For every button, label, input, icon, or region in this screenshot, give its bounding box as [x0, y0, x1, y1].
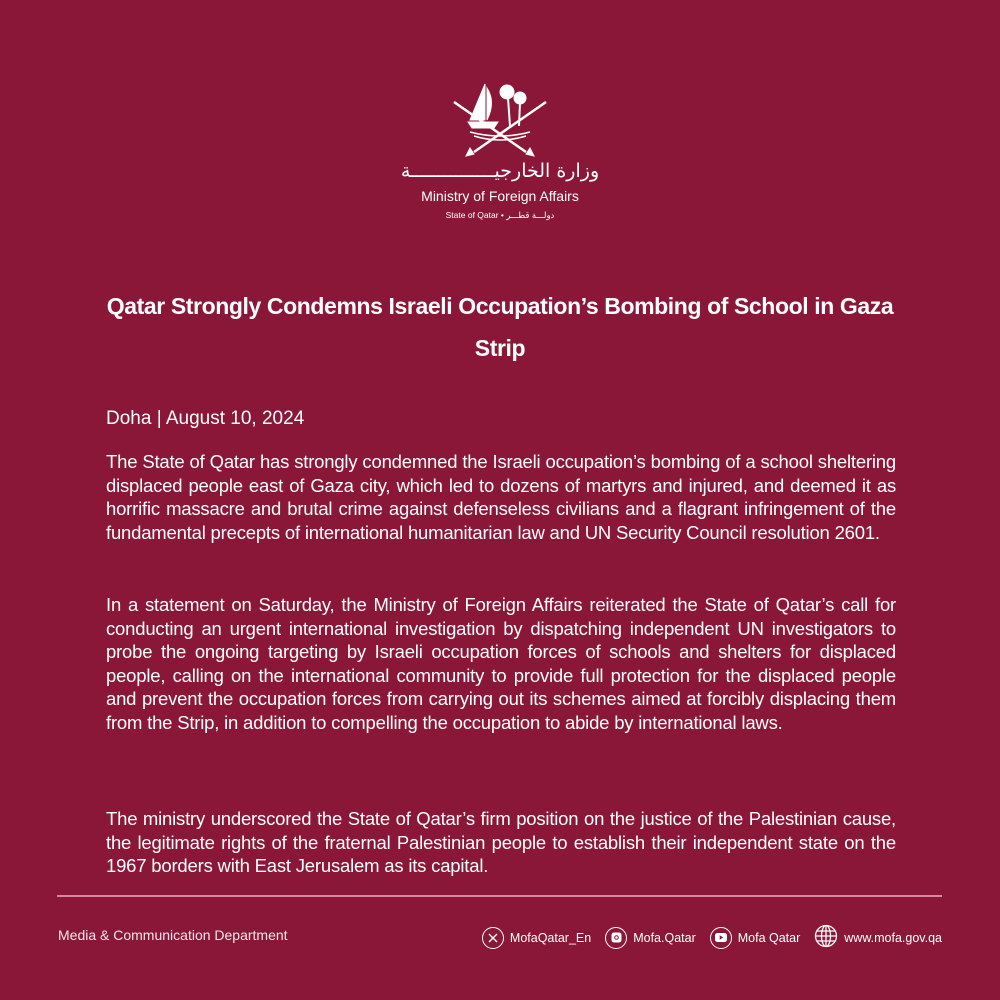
social-links [482, 924, 942, 951]
x-icon [482, 927, 504, 949]
state-of-qatar-label: State of Qatar • دولـــة قطـــر [445, 210, 555, 220]
article-dateline: Doha | August 10, 2024 [106, 408, 305, 429]
article-headline: Qatar Strongly Condemns Israeli Occupation’s Bombing of School in Gaza Strip [106, 293, 894, 361]
instagram-icon [605, 927, 627, 949]
social-link-instagram[interactable] [605, 927, 696, 949]
footer-divider [57, 895, 942, 897]
youtube-icon [710, 927, 732, 949]
social-link-website[interactable] [814, 924, 942, 951]
qatar-emblem-logo [440, 78, 560, 158]
article-paragraph: In a statement on Saturday, the Ministry of Foreign Affairs reiterated the State of Qatar’s call for conducting an urgent international investigation by dispatching independent UN investigators to probe the ongoing targeting by Israeli occupation forces of schools and shelters for displaced people, calling on the international community to provide full protection for the displaced people and prevent the occupation forces from carrying out its schemes aimed at forcibly displacing them from the Strip, in addition to compelling the occupation to abide by international laws. [106, 594, 896, 733]
social-label: www.mofa.gov.qa [844, 930, 942, 945]
social-label: Mofa.Qatar [633, 930, 696, 945]
article-paragraph: The ministry underscored the State of Qatar’s firm position on the justice of the Palestinian cause, the legitimate rights of the fraternal Palestinian people to establish their independent state on the 1967 borders with East Jerusalem as its capital. [106, 808, 896, 876]
social-label: Mofa Qatar [737, 930, 801, 945]
globe-icon [814, 924, 838, 951]
social-label: MofaQatar_En [509, 930, 592, 945]
arabic-ministry-name: وزارة الخارجيـــــــــــــــة [400, 160, 600, 182]
article-paragraph: The State of Qatar has strongly condemned the Israeli occupation’s bombing of a school sheltering displaced people east of Gaza city, which led to dozens of martyrs and injured, and deemed it as horrific massacre and brutal crime against defenseless civilians and a flagrant infringement of the fundamental precepts of international humanitarian law and UN Security Council resolution 2601. [106, 451, 896, 543]
department-label: Media & Communication Department [58, 927, 288, 943]
social-link-youtube[interactable] [710, 927, 801, 949]
social-link-x[interactable] [482, 927, 591, 949]
ministry-name: Ministry of Foreign Affairs [421, 188, 579, 204]
